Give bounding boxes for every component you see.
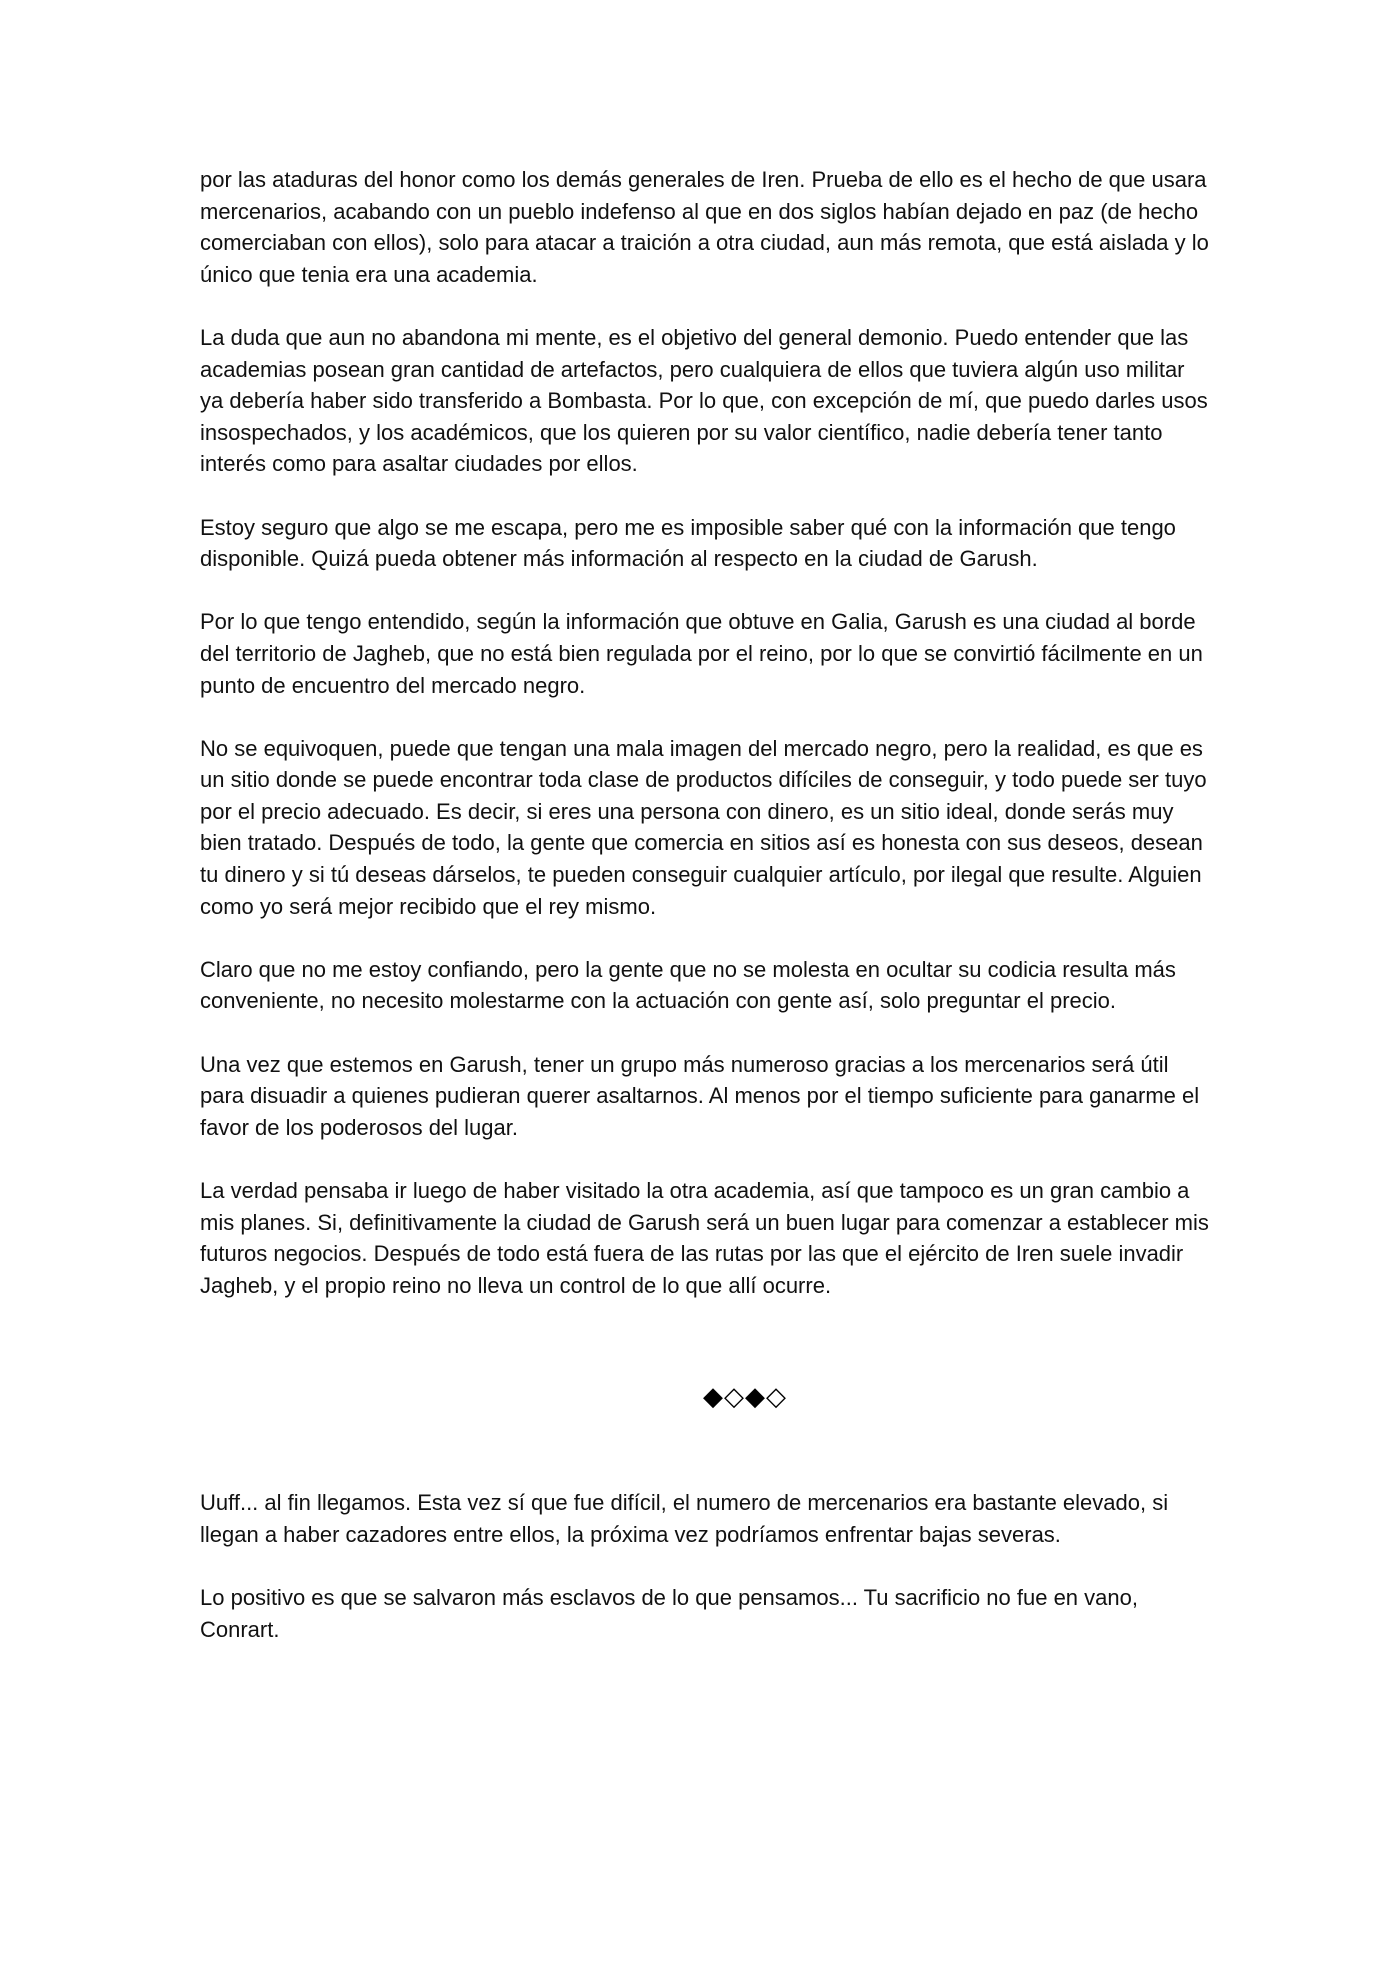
paragraph-3: Estoy seguro que algo se me escapa, pero me es imposible saber qué con la información que tengo disponible. Quizá pueda obtener más información al respecto en la ciudad de Garush.: [200, 514, 1176, 572]
paragraph-5: No se equivoquen, puede que tengan una mala imagen del mercado negro, pero la realidad, es que es un sitio donde se puede encontrar toda clase de productos difíciles de conseguir, y todo puede ser tuyo por el precio adecuado. Es decir, si eres una persona con dinero, es un sitio ideal, donde serás muy bien tratado. Después de todo, la gente que comercia en sitios así es honesta con sus deseos, desean tu dinero y si tú deseas dárselos, te pueden conseguir cualquier artículo, por ilegal que resulte. Alguien como yo será mejor recibido que el rey mismo.: [200, 735, 1207, 919]
document-body: [200, 164, 1210, 1677]
paragraph-9: Uuff... al fin llegamos. Esta vez sí que fue difícil, el numero de mercenarios era bastante elevado, si llegan a haber cazadores entre ellos, la próxima vez podríamos enfrentar bajas severas.: [200, 1490, 1169, 1547]
paragraph-6: Claro que no me estoy confiando, pero la gente que no se molesta en ocultar su codicia resulta más conveniente, no necesito molestarme con la actuación con gente así, solo preguntar el precio.: [200, 956, 1176, 1014]
paragraph-8: La verdad pensaba ir luego de haber visitado la otra academia, así que tampoco es un gran cambio a mis planes. Si, definitivamente la ciudad de Garush será un buen lugar para comenzar a establecer mis futuros negocios. Después de todo está fuera de las rutas por las que el ejército de Iren suele invadir Jagheb, y el propio reino no lleva un control de lo que allí ocurre.: [200, 1178, 1209, 1298]
paragraph-2: La duda que aun no abandona mi mente, es el objetivo del general demonio. Puedo entender que las academias posean gran cantidad de artefactos, pero cualquiera de ellos que tuviera algún uso militar ya debería haber sido transferido a Bombasta. Por lo que, con excepción de mí, que puedo darles usos insospechados, y los académicos, que los quieren por su valor científico, nadie debería tener tanto interés como para asaltar ciudades por ellos.: [200, 324, 1208, 477]
scene-separator: ◆◇◆◇: [703, 1382, 787, 1413]
paragraph-7: Una vez que estemos en Garush, tener un grupo más numeroso gracias a los mercenarios será útil para disuadir a quienes pudieran querer asaltarnos. Al menos por el tiempo suficiente para ganarme el favor de los poderosos del lugar.: [200, 1051, 1200, 1140]
paragraph-10: Lo positivo es que se salvaron más esclavos de lo que pensamos... Tu sacrificio no fue en vano, Conrart.: [200, 1585, 1138, 1642]
paragraph-4: Por lo que tengo entendido, según la información que obtuve en Galia, Garush es una ciudad al borde del territorio de Jagheb, que no está bien regulada por el reino, por lo que se convirtió fácilmente en un punto de encuentro del mercado negro.: [200, 609, 1203, 698]
paragraph-1: por las ataduras del honor como los demás generales de Iren. Prueba de ello es el hecho de que usara mercenarios, acabando con un pueblo indefenso al que en dos siglos habían dejado en paz (de hecho comerciaban con ellos), solo para atacar a traición a otra ciudad, aun más remota, que está aislada y lo único que tenia era una academia.: [200, 167, 1209, 287]
